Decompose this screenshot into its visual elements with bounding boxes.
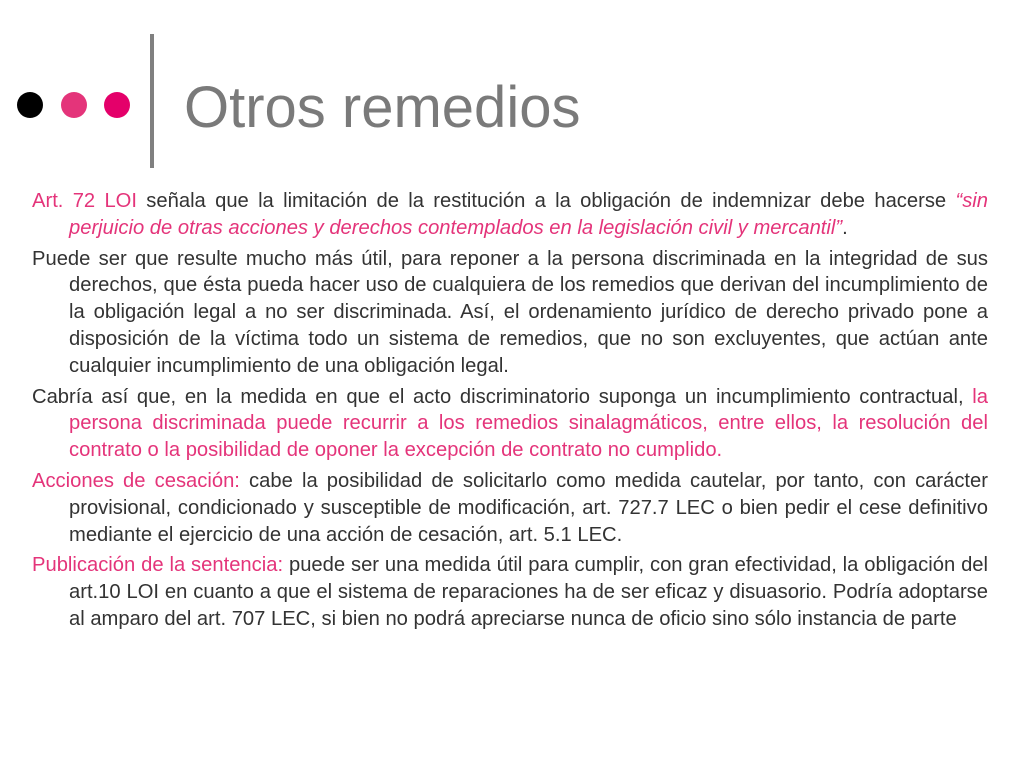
paragraph-text: señala que la limitación de la restitución a la obligación de indemnizar debe hacerse (137, 190, 956, 212)
article-ref: Art. 72 LOI (32, 190, 137, 212)
paragraph-cesacion (32, 468, 988, 548)
paragraph-text: Puede ser que resulte mucho más útil, para reponer a la persona discriminada en la integridad de sus derechos, que ésta pueda hacer uso de cualquiera de los remedios que derivan del incumplimiento de la obligación legal a no ser discriminada. Así, el ordenamiento jurídico de derecho privado pone a disposición de la víctima todo un sistema de remedios, que no son excluyentes, que actúan ante cualquier incumplimiento de una obligación legal. (32, 247, 988, 377)
black-dot-icon (17, 92, 43, 118)
title-divider (150, 34, 154, 168)
paragraph-publicacion (32, 552, 988, 632)
slide-title: Otros remedios (184, 75, 581, 140)
magenta-dot-icon (104, 92, 130, 118)
pink-dot-icon (61, 92, 87, 118)
paragraph-remedios (32, 246, 988, 380)
section-label: Publicación de la sentencia: (32, 554, 284, 577)
slide-body (32, 188, 988, 637)
section-label: Acciones de cesación: (32, 469, 240, 492)
paragraph-art72 (32, 188, 988, 242)
paragraph-text: puede ser una medida útil para cumplir, con gran efectividad, la obligación del art.10 LOI en cuanto a que el sistema de reparaciones ha de ser eficaz y disuasorio. Podría adoptarse al amparo del art. 707 LEC, si bien no podrá apreciarse nunca de oficio sino sólo instancia de parte (69, 554, 989, 630)
paragraph-text: Cabría así que, en la medida en que el acto discriminatorio suponga un incumplimiento contractual, (32, 385, 973, 408)
paragraph-end: . (842, 216, 848, 239)
legal-quote: “sin perjuicio de otras acciones y derechos contemplados en la legislación civil y mercantil” (69, 190, 988, 239)
paragraph-cabria (32, 384, 988, 464)
highlighted-text: la persona discriminada puede recurrir a los remedios sinalagmáticos, entre ellos, la resolución del contrato o la posibilidad de oponer la excepción de contrato no cumplido. (69, 385, 988, 462)
paragraph-text: cabe la posibilidad de solicitarlo como medida cautelar, por tanto, con carácter provisional, condicionado y susceptible de modificación, art. 727.7 LEC o bien pedir el cese definitivo mediante el ejercicio de una acción de cesación, art. 5.1 LEC. (69, 469, 988, 546)
